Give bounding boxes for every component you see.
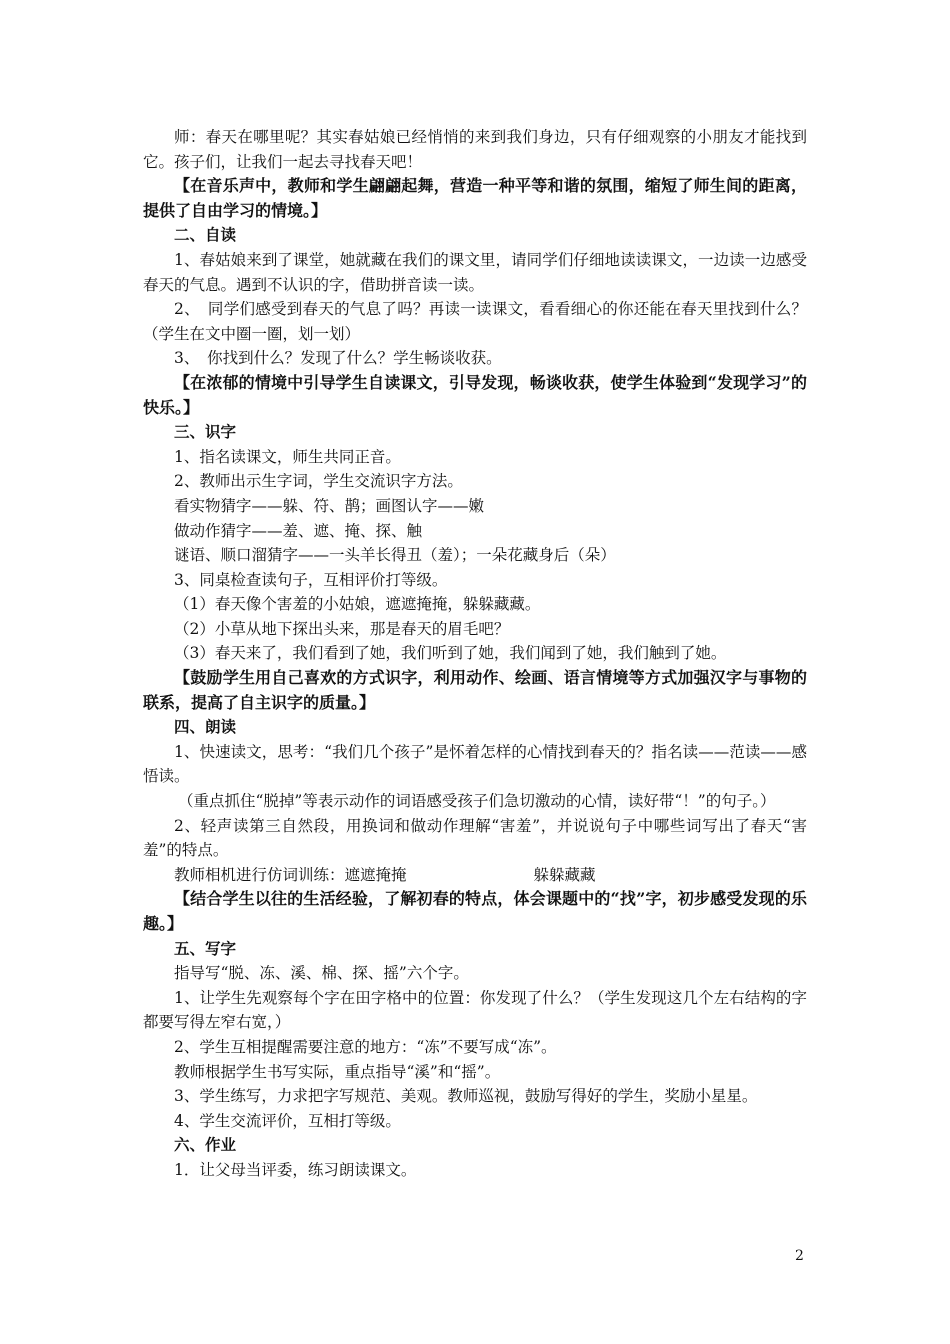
example-sentence: （2）小草从地下探出头来，那是春天的眉毛吧？	[174, 619, 510, 638]
paragraph: （重点抓住“脱掉”等表示动作的词语感受孩子们急切激动的心情，读好带“！”的句子。）	[178, 792, 776, 811]
paragraph: 做动作猜字——羞、遮、掩、探、触	[174, 521, 423, 540]
drill-label: 教师相机进行仿词训练：遮遮掩掩	[174, 865, 407, 884]
example-sentence: （3）春天来了，我们看到了她，我们听到了她，我们闻到了她，我们触到了她。	[174, 644, 727, 663]
paragraph: 1、春姑娘来到了课堂，她就藏在我们的课文里，请同学们仔细地读读课文，一边读一边感受春天的气息。遇到不认识的字，借助拼音读一读。	[143, 250, 807, 294]
teaching-note: 【结合学生以往的生活经验，了解初春的特点，体会课题中的“找”字，初步感受发现的乐趣。】	[143, 889, 807, 933]
teaching-note: 【鼓励学生用自己喜欢的方式识字，利用动作、绘画、语言情境等方式加强汉字与事物的联系，提高了自主识字的质量。】	[143, 668, 807, 712]
section-heading: 四、朗读	[174, 717, 237, 737]
paragraph: 2、轻声读第三自然段，用换词和做动作理解“害羞”，并说说句子中哪些词写出了春天“害羞”的特点。	[143, 816, 807, 860]
intro-paragraph: 师：春天在哪里呢？其实春姑娘已经悄悄的来到我们身边，只有仔细观察的小朋友才能找到它。孩子们，让我们一起去寻找春天吧！	[143, 128, 807, 171]
section-heading: 六、作业	[174, 1135, 237, 1155]
teaching-note: 【在浓郁的情境中引导学生自读课文，引导发现，畅谈收获，使学生体验到“发现学习”的快乐。】	[143, 372, 807, 417]
paragraph: 2、学生互相提醒需要注意的地方：“冻”不要写成“冻”。	[174, 1037, 557, 1056]
paragraph: 1、让学生先观察每个字在田字格中的位置：你发现了什么？（学生发现这几个左右结构的字都要写得左窄右宽，）	[143, 988, 807, 1032]
paragraph: 3、同桌检查读句子，互相评价打等级。	[174, 570, 448, 589]
section-heading: 五、写字	[174, 938, 237, 958]
paragraph: 3、学生练写，力求把字写规范、美观。教师巡视，鼓励写得好的学生，奖励小星星。	[174, 1087, 758, 1106]
paragraph: 2、教师出示生字词，学生交流识字方法。	[174, 472, 463, 491]
paragraph: 看实物猜字——躲、符、鹊；画图认字——嫩	[174, 496, 485, 515]
paragraph: 1．让父母当评委，练习朗读课文。	[174, 1160, 417, 1179]
paragraph: 谜语、顺口溜猜字——一头羊长得丑（羞）；一朵花藏身后（朵）	[174, 546, 616, 565]
section-heading: 二、自读	[174, 225, 237, 245]
teaching-note: 【在音乐声中，教师和学生翩翩起舞，营造一种平等和谐的氛围，缩短了师生间的距离，提供了自由学习的情境。】	[143, 176, 807, 220]
paragraph: 教师根据学生书写实际，重点指导“溪”和“摇”。	[174, 1062, 501, 1081]
example-sentence: （1）春天像个害羞的小姑娘，遮遮掩掩，躲躲藏藏。	[174, 595, 541, 614]
section-heading: 三、识字	[174, 422, 237, 442]
paragraph: 2、 同学们感受到春天的气息了吗？再读一读课文，看看细心的你还能在春天里找到什么？（学生在文中圈一圈，划一划）	[143, 300, 807, 343]
paragraph: 指导写“脱、冻、溪、棉、探、摇”六个字。	[174, 964, 469, 983]
paragraph: 4、学生交流评价，互相打等级。	[174, 1111, 401, 1130]
drill-word: 躲躲藏藏	[533, 865, 596, 884]
paragraph	[143, 863, 807, 888]
document-body	[143, 125, 807, 1183]
paragraph: 1、指名读课文，师生共同正音。	[174, 447, 401, 466]
page-number: 2	[795, 1248, 804, 1264]
paragraph: 3、 你找到什么？发现了什么？学生畅谈收获。	[174, 349, 502, 368]
paragraph: 1、快速读文，思考：“我们几个孩子”是怀着怎样的心情找到春天的？指名读——范读——感悟读。	[143, 742, 807, 786]
